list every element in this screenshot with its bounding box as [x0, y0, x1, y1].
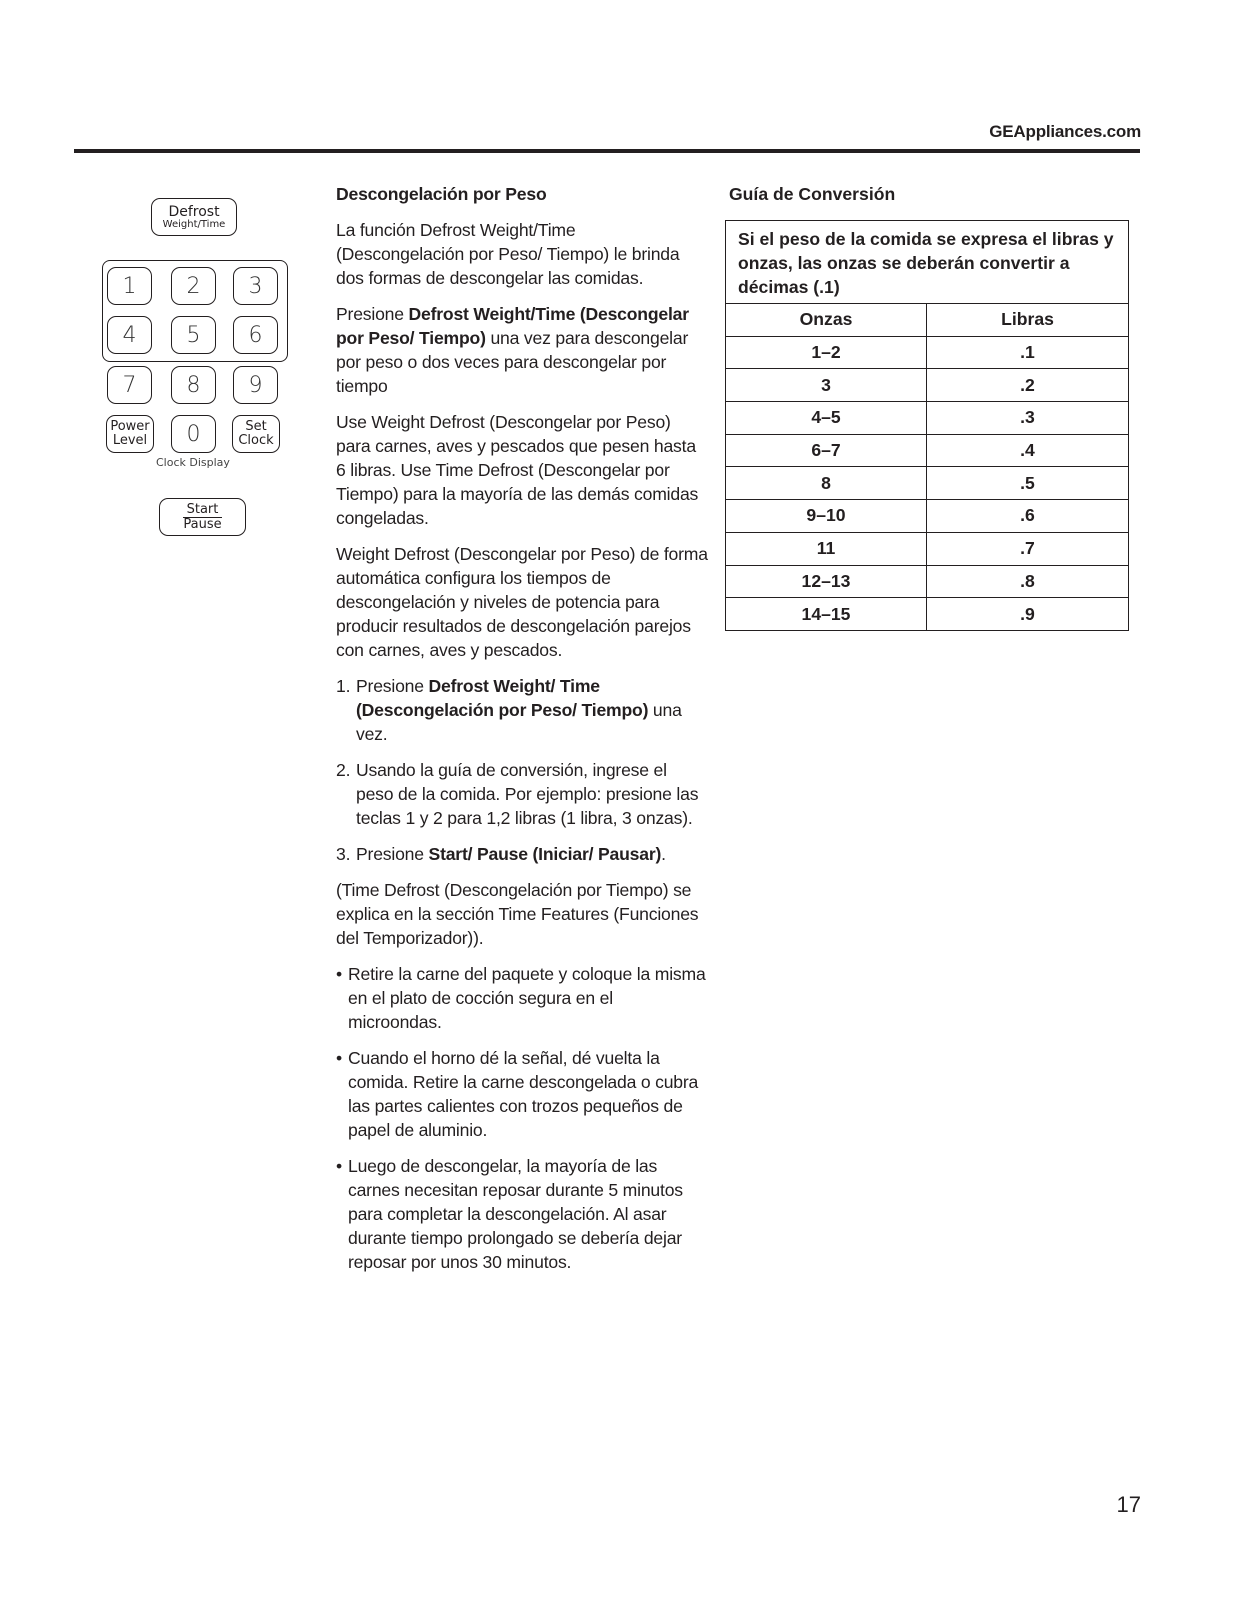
key-1-label: 1: [122, 273, 137, 299]
page-number: 17: [1116, 1492, 1141, 1517]
key-7-label: 7: [122, 372, 137, 398]
power-level-label-2: Level: [112, 433, 148, 448]
bullet-1-text: Retire la carne del paquete y coloque la misma en el plato de cocción segura en el microondas.: [348, 964, 706, 1032]
step-2: [336, 758, 708, 830]
onzas-cell: 9–10: [726, 500, 927, 532]
libras-cell: .1: [1020, 342, 1035, 363]
key-1: [107, 267, 152, 305]
onzas-cell: 14–15: [726, 598, 927, 630]
table-row: [726, 337, 1128, 370]
step-1-text: [356, 674, 708, 746]
conversion-table: [725, 220, 1129, 631]
bullet-1: [336, 962, 708, 1034]
step-3-text: [356, 842, 666, 866]
col-libras-header: Libras: [1001, 309, 1054, 330]
onzas-cell: 1–2: [726, 337, 927, 369]
bullet-3-marker: •: [336, 1156, 342, 1176]
defrost-weight-time-key: [151, 198, 237, 236]
step-3-pre: Presione: [356, 844, 429, 864]
libras-cell: .6: [1020, 505, 1035, 526]
section-heading: Descongelación por Peso: [336, 184, 547, 204]
intro-paragraph: La función Defrost Weight/Time (Descongelación por Peso/ Tiempo) le brinda dos formas de descongelar las comidas.: [336, 220, 680, 288]
libras-cell: .9: [1020, 603, 1035, 624]
onzas-cell: 6–7: [726, 435, 927, 467]
table-row: [726, 566, 1128, 599]
defrost-key-label: Defrost: [168, 203, 220, 220]
onzas-cell: 4–5: [726, 402, 927, 434]
press-paragraph: [336, 302, 708, 398]
usage-paragraph: Use Weight Defrost (Descongelar por Peso) para carnes, aves y pescados que pesen hasta 6 libras. Use Time Defrost (Descongelar por Tiempo) para la mayoría de las demás comidas congeladas.: [336, 412, 699, 528]
table-row: [726, 533, 1128, 566]
press-text-pre: Presione: [336, 304, 409, 324]
key-4: [107, 316, 152, 354]
table-row: [726, 369, 1128, 402]
bullet-2-text: Cuando el horno dé la señal, dé vuelta la comida. Retire la carne descongelada o cubra las partes calientes con trozos pequeños de papel de aluminio.: [348, 1048, 699, 1140]
conversion-table-intro: Si el peso de la comida se expresa el libras y onzas, las onzas se deberán convertir a décimas (.1): [726, 221, 1128, 304]
table-row: [726, 435, 1128, 468]
key-2-label: 2: [186, 273, 201, 299]
step-2-number: 2.: [336, 760, 351, 780]
start-key-label: Start: [183, 503, 223, 518]
conversion-table-header: [726, 304, 1128, 337]
libras-cell: .7: [1020, 538, 1035, 559]
onzas-cell: 12–13: [726, 566, 927, 598]
bullet-1-marker: •: [336, 964, 342, 984]
step-1-pre: Presione: [356, 676, 429, 696]
defrost-key-sublabel: Weight/Time: [162, 218, 226, 230]
auto-paragraph: Weight Defrost (Descongelar por Peso) de forma automática configura los tiempos de descongelación y niveles de potencia para producir resultados de descongelación parejos con carnes, aves y pescados.: [336, 544, 708, 660]
set-clock-label-1: Set: [245, 419, 267, 434]
libras-cell: .8: [1020, 570, 1035, 591]
bullet-3-text: Luego de descongelar, la mayoría de las carnes necesitan reposar durante 5 minutos para completar la descongelación. Al asar durante tiempo prolongado se debería dejar reposar por unos 30 minutos.: [348, 1156, 683, 1272]
clock-display-label: Clock Display: [156, 456, 230, 469]
libras-cell: .2: [1020, 374, 1035, 395]
key-6: [233, 316, 278, 354]
key-8: [171, 366, 216, 404]
key-2: [171, 267, 216, 305]
site-url: GEAppliances.com: [989, 122, 1141, 141]
key-5-label: 5: [186, 322, 201, 348]
libras-cell: .4: [1020, 440, 1035, 461]
key-4-label: 4: [122, 322, 137, 348]
time-defrost-note: (Time Defrost (Descongelación por Tiempo) se explica en la sección Time Features (Funciones del Temporizador)).: [336, 880, 699, 948]
power-level-label-1: Power: [110, 419, 150, 434]
keypad-illustration: [100, 196, 290, 541]
key-0: [171, 415, 216, 453]
table-row: [726, 500, 1128, 533]
key-7: [107, 366, 152, 404]
power-level-key: [106, 415, 154, 453]
libras-cell: .5: [1020, 472, 1035, 493]
bullet-3: [336, 1154, 708, 1274]
set-clock-label-2: Clock: [238, 433, 274, 448]
onzas-cell: 8: [726, 467, 927, 499]
step-1-post: una vez.: [356, 700, 682, 744]
libras-cell: .3: [1020, 407, 1035, 428]
header-rule: [74, 149, 1140, 153]
press-text-bold: Defrost Weight/Time (Descongelar por Peso/ Tiempo): [336, 304, 689, 348]
step-3: [336, 842, 708, 866]
key-6-label: 6: [248, 322, 263, 348]
pause-key-label: Pause: [183, 516, 222, 532]
col-onzas-header: Onzas: [726, 304, 927, 336]
key-0-label: 0: [186, 421, 201, 447]
key-9-label: 9: [248, 372, 263, 398]
press-text-post: una vez para descongelar por peso o dos veces para descongelar por tiempo: [336, 328, 689, 396]
key-5: [171, 316, 216, 354]
table-row: [726, 467, 1128, 500]
start-pause-key: [159, 498, 246, 536]
key-3: [233, 267, 278, 305]
table-row: [726, 598, 1128, 630]
bullet-2-marker: •: [336, 1048, 342, 1068]
step-3-number: 3.: [336, 844, 351, 864]
step-1: [336, 674, 708, 746]
key-8-label: 8: [186, 372, 201, 398]
step-3-post: .: [661, 844, 666, 864]
set-clock-key: [232, 415, 280, 453]
instructions-column: [336, 182, 708, 1286]
step-2-text: Usando la guía de conversión, ingrese el peso de la comida. Por ejemplo: presione las teclas 1 y 2 para 1,2 libras (1 libra, 3 onzas).: [356, 760, 699, 828]
onzas-cell: 11: [726, 533, 927, 565]
step-1-number: 1.: [336, 676, 351, 696]
bullet-2: [336, 1046, 708, 1142]
key-3-label: 3: [248, 273, 263, 299]
step-1-bold: Defrost Weight/ Time (Descongelación por Peso/ Tiempo): [356, 676, 649, 720]
table-row: [726, 402, 1128, 435]
onzas-cell: 3: [726, 369, 927, 401]
key-9: [233, 366, 278, 404]
guide-title: Guía de Conversión: [729, 184, 896, 204]
step-3-bold: Start/ Pause (Iniciar/ Pausar): [428, 844, 662, 864]
